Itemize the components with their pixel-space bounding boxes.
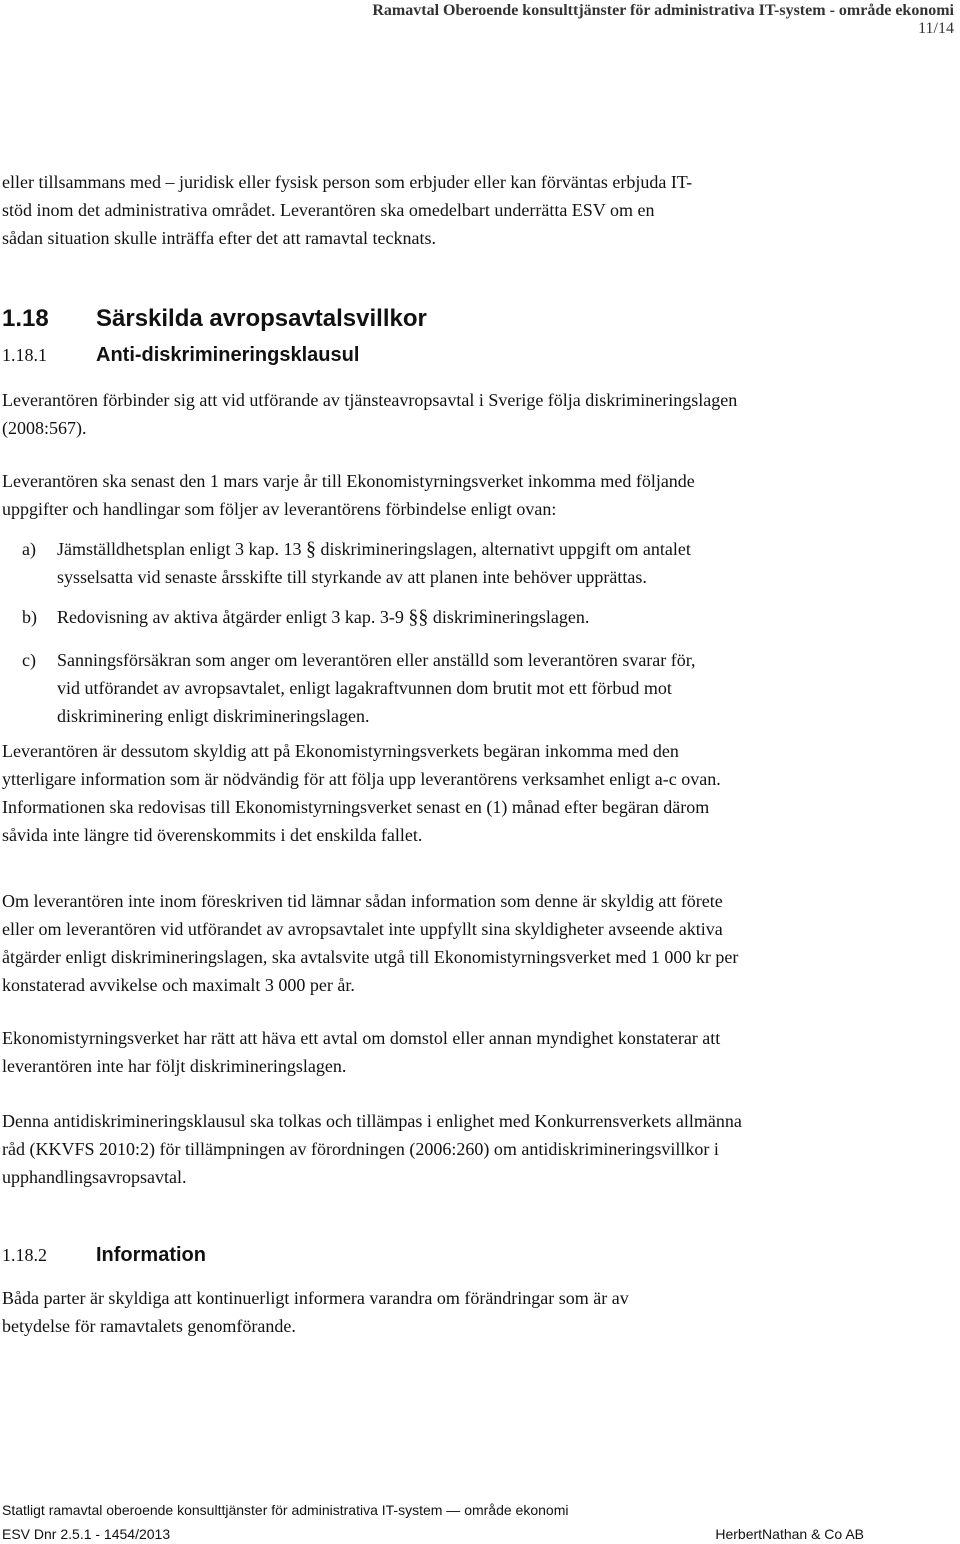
text-line: såvida inte längre tid överenskommits i det enskilda fallet. xyxy=(2,825,423,845)
section-number: 1.18.1 xyxy=(2,345,47,365)
intro-paragraph xyxy=(2,168,952,252)
text-line: sådan situation skulle inträffa efter det att ramavtal tecknats. xyxy=(2,228,437,248)
list-item-b xyxy=(2,603,952,631)
footer-document-number: ESV Dnr 2.5.1 - 1454/2013 xyxy=(2,1526,171,1542)
list-marker: c) xyxy=(22,650,36,670)
section-heading-1-18-2 xyxy=(2,1244,206,1267)
paragraph-4 xyxy=(2,887,952,999)
footer-title: Statligt ramavtal oberoende konsulttjänster för administrativa IT-system — område ekonomi xyxy=(2,1502,569,1518)
text-line: Leverantören är dessutom skyldig att på Ekonomistyrningsverkets begäran inkomma med den xyxy=(2,741,679,761)
text-line: råd (KKVFS 2010:2) för tillämpningen av förordningen (2006:260) om antidiskrimineringsvillkor i xyxy=(2,1139,719,1159)
list-item-c xyxy=(2,646,952,730)
list-item-a xyxy=(2,535,952,591)
text-line: upphandlingsavropsavtal. xyxy=(2,1167,187,1187)
list-marker: b) xyxy=(22,607,37,627)
text-line: Informationen ska redovisas till Ekonomistyrningsverket senast en (1) månad efter begäran därom xyxy=(2,797,710,817)
text-line: vid utförandet av avropsavtalet, enligt lagakraftvunnen dom brutit mot ett förbud mot xyxy=(57,678,672,698)
footer-company: HerbertNathan & Co AB xyxy=(715,1526,864,1542)
section-title: Information xyxy=(96,1244,206,1266)
section-heading-1-18-1 xyxy=(2,344,359,367)
text-line: betydelse för ramavtalets genomförande. xyxy=(2,1316,296,1336)
text-line: diskriminering enligt diskrimineringslagen. xyxy=(57,706,370,726)
text-line: Om leverantören inte inom föreskriven tid lämnar sådan information som denne är skyldig att förete xyxy=(2,891,723,911)
section-symbol: § xyxy=(305,538,316,560)
section-symbol: §§ xyxy=(408,606,429,628)
section-title: Anti-diskrimineringsklausul xyxy=(96,344,360,366)
section-heading-1-18 xyxy=(2,305,427,333)
text-line: leverantören inte har följt diskrimineringslagen. xyxy=(2,1056,347,1076)
text-fragment: diskrimineringslagen, alternativt uppgift om antalet xyxy=(315,539,691,559)
running-header-title: Ramavtal Oberoende konsulttjänster för administrativa IT-system - område ekonomi xyxy=(372,2,954,19)
paragraph-1 xyxy=(2,386,952,442)
text-line: stöd inom det administrativa området. Leverantören ska omedelbart underrätta ESV om en xyxy=(2,200,655,220)
text-fragment: Redovisning av aktiva åtgärder enligt 3 kap. 3-9 xyxy=(57,607,409,627)
text-line: (2008:567). xyxy=(2,418,87,438)
text-line: Sanningsförsäkran som anger om leverantören eller anställd som leverantören svarar för, xyxy=(57,650,696,670)
text-line: Denna antidiskrimineringsklausul ska tolkas och tillämpas i enlighet med Konkurrensverkets allmänna xyxy=(2,1111,742,1131)
paragraph-6 xyxy=(2,1107,952,1191)
text-fragment: Jämställdhetsplan enligt 3 kap. 13 xyxy=(57,539,306,559)
text-line: eller tillsammans med – juridisk eller fysisk person som erbjuder eller kan förväntas erbjuda IT- xyxy=(2,172,693,192)
paragraph-5 xyxy=(2,1024,952,1080)
text-line: eller om leverantören vid utförandet av avropsavtalet inte uppfyllt sina skyldigheter avseende aktiva xyxy=(2,919,723,939)
text-line: Båda parter är skyldiga att kontinuerligt informera varandra om förändringar som är av xyxy=(2,1288,629,1308)
section-number: 1.18.2 xyxy=(2,1245,47,1265)
list-marker: a) xyxy=(22,539,36,559)
section-title: Särskilda avropsavtalsvillkor xyxy=(96,305,427,332)
text-line: ytterligare information som är nödvändig för att följa upp leverantörens verksamhet enligt a-c ovan. xyxy=(2,769,721,789)
paragraph-2 xyxy=(2,467,952,523)
text-line: Leverantören ska senast den 1 mars varje år till Ekonomistyrningsverket inkomma med följande xyxy=(2,471,695,491)
text-line: sysselsatta vid senaste årsskifte till styrkande av att planen inte behöver upprättas. xyxy=(57,567,647,587)
text-line: åtgärder enligt diskrimineringslagen, ska avtalsvite utgå till Ekonomistyrningsverket med 1 000 kr per xyxy=(2,947,739,967)
text-line: Ekonomistyrningsverket har rätt att häva ett avtal om domstol eller annan myndighet konstaterar att xyxy=(2,1028,721,1048)
text-line: Leverantören förbinder sig att vid utförande av tjänsteavropsavtal i Sverige följa diskrimineringslagen xyxy=(2,390,738,410)
text-fragment: diskrimineringslagen. xyxy=(428,607,590,627)
paragraph-3 xyxy=(2,737,952,849)
paragraph-7 xyxy=(2,1284,952,1340)
section-number: 1.18 xyxy=(2,305,49,332)
text-line: uppgifter och handlingar som följer av leverantörens förbindelse enligt ovan: xyxy=(2,499,557,519)
text-line: konstaterad avvikelse och maximalt 3 000 per år. xyxy=(2,975,355,995)
page-number: 11/14 xyxy=(918,20,954,37)
